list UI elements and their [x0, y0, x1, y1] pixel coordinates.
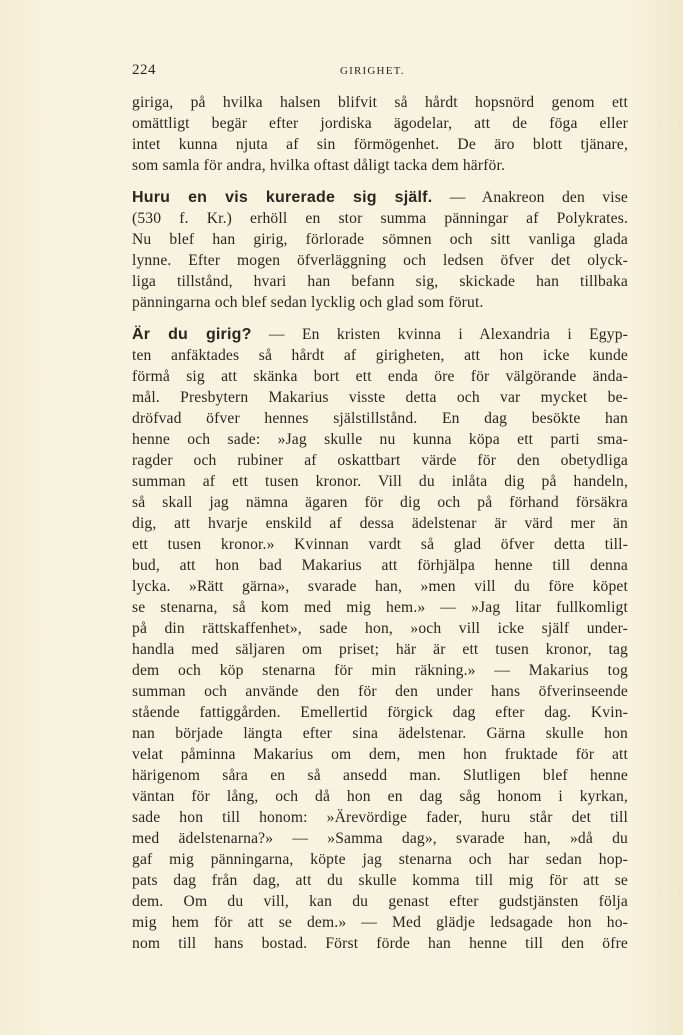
- text-line: velat påminna Makarius om dem, men hon fruktade för att: [132, 746, 628, 763]
- section-heading: Huru en vis kurerade sig själf.: [132, 189, 433, 206]
- text-line: stående fattiggården. Emellertid förgick dag efter dag. Kvin-: [132, 704, 628, 721]
- body-text: [132, 92, 628, 954]
- text-line: med ädelstenarna?» — »Samma dag», svarade han, »då du: [132, 830, 628, 847]
- page-number: 224: [132, 62, 156, 78]
- text-line: summan af ett tusen kronor. Vill du inlåta dig på handeln,: [132, 473, 628, 490]
- section-ar-du-girig: [132, 324, 628, 954]
- text-line: nan började längta efter sina ädelstenar. Gärna skulle hon: [132, 725, 628, 742]
- text-line: intet kunna njuta af sin förmögenhet. De äro blott tjänare,: [132, 136, 628, 153]
- text-line: mig hem för att se dem.» — Med glädje ledsagade hon ho-: [132, 914, 628, 931]
- text-line: ett tusen kronor.» Kvinnan vardt så glad öfver detta till-: [132, 536, 628, 553]
- text-line: pänningarna och blef sedan lycklig och glad som förut.: [132, 294, 484, 311]
- text-line: handla med säljaren om priset; här är ett tusen kronor, tag: [132, 641, 628, 658]
- text-line: lycka. »Rätt gärna», svarade han, »men vill du före köpet: [132, 578, 628, 595]
- text-line: ragder och rubiner af oskattbart värde för den obetydliga: [132, 452, 628, 469]
- section-first-line: [132, 187, 628, 208]
- section-heading: Är du girig?: [132, 326, 252, 343]
- text-line: dem och köp stenarna för min räkning.» — Makarius tog: [132, 662, 628, 679]
- text-line: liga tillstånd, hvari han befann sig, skickade han tillbaka: [132, 273, 628, 290]
- text-span: — Anakreon den vise: [432, 189, 628, 206]
- text-line: lynne. Efter mogen öfverläggning och ledsen öfver det olyck-: [132, 252, 628, 269]
- text-line: omättligt begär efter jordiska ägodelar, att de föga eller: [132, 115, 628, 132]
- text-line: som samla för andra, hvilka oftast dåligt tacka dem härför.: [132, 157, 506, 174]
- text-line: (530 f. Kr.) erhöll en stor summa pänningar af Polykrates.: [132, 210, 628, 227]
- text-line: mål. Presbytern Makarius visste detta och var mycket be-: [132, 389, 628, 406]
- paragraph-intro: [132, 92, 628, 176]
- text-line: sade hon till honom: »Ärevördige fader, huru står det till: [132, 809, 628, 826]
- text-line: giriga, på hvilka halsen blifvit så hårdt hopsnörd genom ett: [132, 94, 628, 111]
- text-line: förmå sig att skänka bort ett enda öre för välgörande ända-: [132, 368, 628, 385]
- section-anakreon: [132, 187, 628, 313]
- running-head: GIRIGHET.: [340, 65, 405, 77]
- page-header: [132, 62, 632, 82]
- text-line: bud, att hon bad Makarius att förhjälpa henne till denna: [132, 557, 628, 574]
- text-line: Nu blef han girig, förlorade sömnen och sitt vanliga glada: [132, 231, 628, 248]
- text-line: henne och sade: »Jag skulle nu kunna köpa ett parti sma-: [132, 431, 628, 448]
- text-line: härigenom såra en så ansedd man. Slutligen blef henne: [132, 767, 628, 784]
- text-line: dig, att hvarje enskild af dessa ädelstenar är värd mer än: [132, 515, 628, 532]
- text-line: pats dag från dag, att du skulle komma till mig för att se: [132, 872, 628, 889]
- text-line: väntan för lång, och då hon en dag såg honom i kyrkan,: [132, 788, 628, 805]
- text-span: — En kristen kvinna i Alexandria i Egyp-: [251, 326, 628, 343]
- text-line: dröfvad öfver hennes själstillstånd. En dag besökte han: [132, 410, 628, 427]
- text-line: så skall jag nämna ägaren för dig och på förhand försäkra: [132, 494, 628, 511]
- text-line: summan och använde den för den under hans öfverinseende: [132, 683, 628, 700]
- text-line: se stenarna, så kom med mig hem.» — »Jag litar fullkomligt: [132, 599, 628, 616]
- text-line: nom till hans bostad. Först förde han henne till den öfre: [132, 935, 628, 952]
- text-line: på din rättskaffenhet», sade hon, »och vill icke själf under-: [132, 620, 628, 637]
- text-line: dem. Om du vill, kan du genast efter gudstjänsten följa: [132, 893, 628, 910]
- text-line: ten anfäktades så hårdt af girigheten, att hon icke kunde: [132, 347, 628, 364]
- section-first-line: [132, 324, 628, 345]
- text-line: gaf mig pänningarna, köpte jag stenarna och har sedan hop-: [132, 851, 628, 868]
